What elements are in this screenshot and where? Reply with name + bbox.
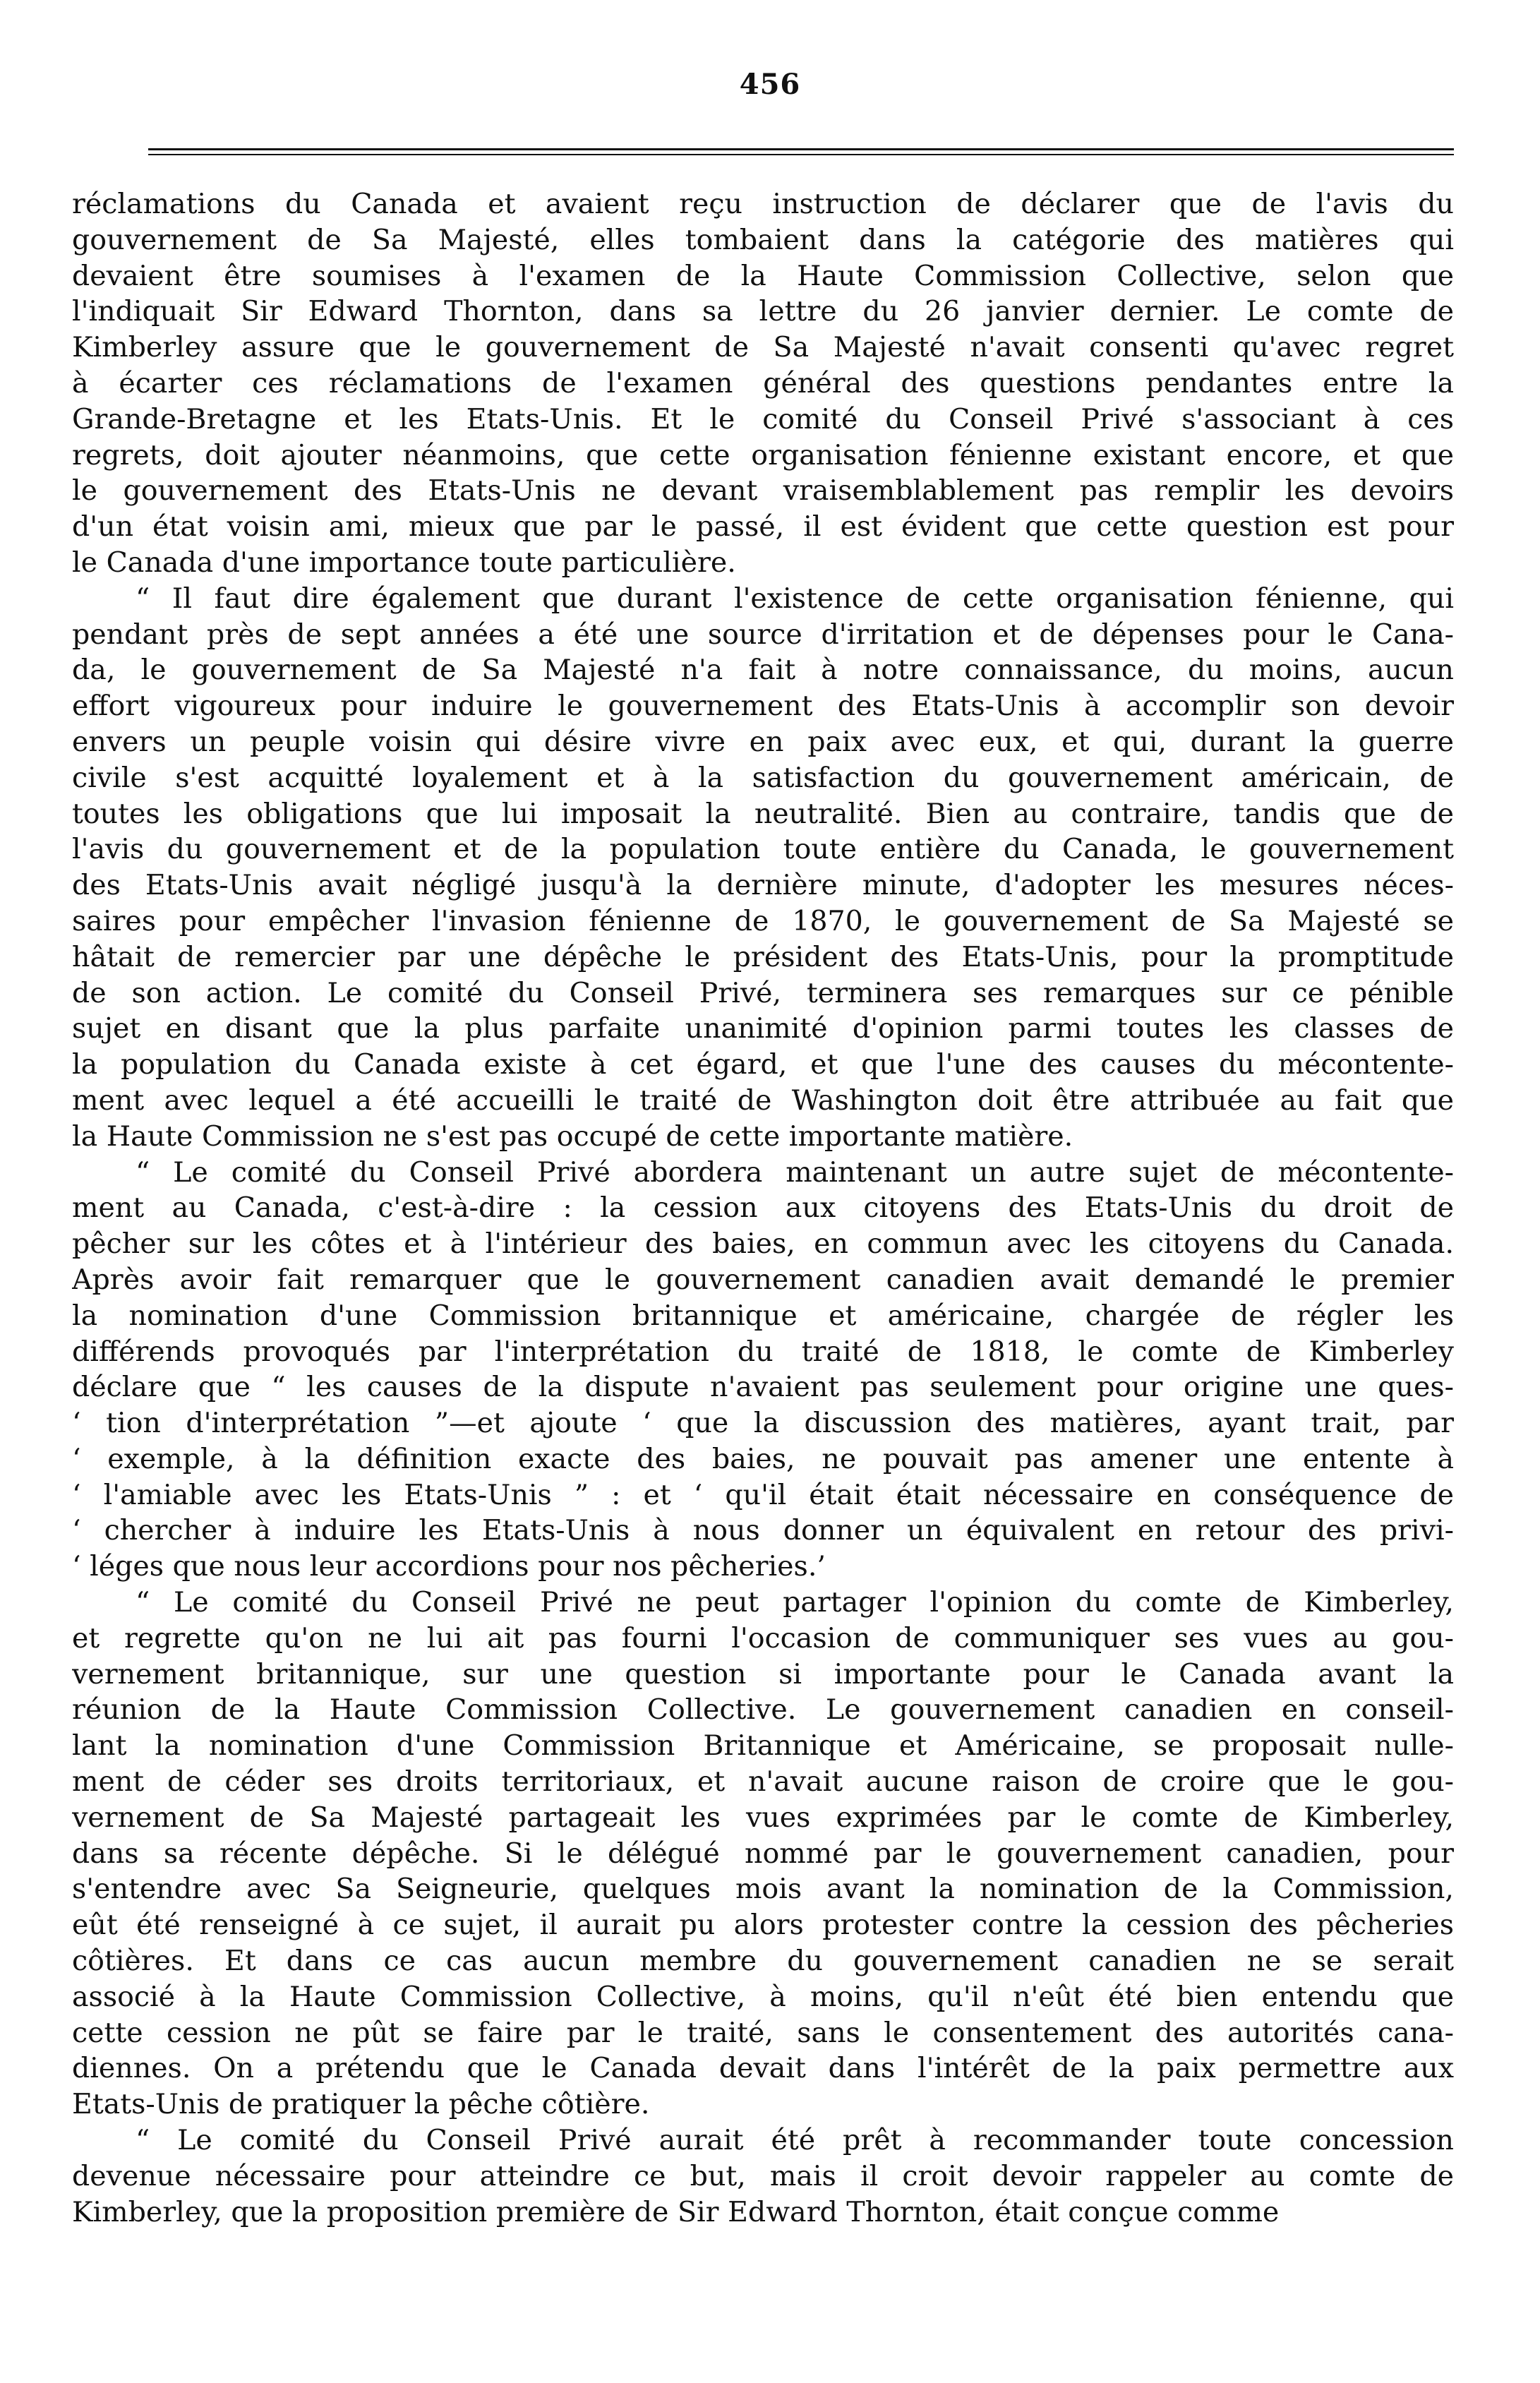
text-line: dans sa récente dépêche. Si le délégué nommé par le gouvernement canadien, pour: [72, 1837, 1454, 1870]
text-line: “ Le comité du Conseil Privé abordera maintenant un autre sujet de mécontente-: [136, 1156, 1454, 1189]
paragraph: [72, 2123, 1454, 2230]
text-line: ‘ léges que nous leur accordions pour nos pêcheries.’: [72, 1550, 826, 1583]
text-line: eût été renseigné à ce sujet, il aurait pu alors protester contre la cession des pêcheries: [72, 1909, 1454, 1942]
text-line: réclamations du Canada et avaient reçu instruction de déclarer que de l'avis du: [72, 188, 1454, 220]
text-line: ‘ exemple, à la définition exacte des baies, ne pouvait pas amener une entente à: [72, 1442, 1454, 1475]
text-line: de son action. Le comité du Conseil Privé, terminera ses remarques sur ce pénible: [72, 976, 1454, 1009]
text-line: ‘ chercher à induire les Etats-Unis à nous donner un équivalent en retour des privi-: [72, 1514, 1454, 1547]
header-rule-thin: [148, 154, 1454, 155]
text-line: à écarter ces réclamations de l'examen général des questions pendantes entre la: [72, 366, 1454, 400]
text-line: ment avec lequel a été accueilli le traité de Washington doit être attribuée au fait que: [72, 1084, 1454, 1117]
paragraph: [72, 186, 1454, 581]
text-line: effort vigoureux pour induire le gouvernement des Etats-Unis à accomplir son devoir: [72, 690, 1454, 723]
text-line: envers un peuple voisin qui désire vivre en paix avec eux, et qui, durant la guerre: [72, 725, 1454, 758]
text-line: l'avis du gouvernement et de la population toute entière du Canada, le gouvernement: [72, 833, 1454, 866]
text-line: regrets, doit ajouter néanmoins, que cette organisation fénienne existant encore, et que: [72, 438, 1454, 472]
text-line: la nomination d'une Commission britannique et américaine, chargée de régler les: [72, 1299, 1454, 1332]
body-text: [72, 186, 1454, 2230]
text-line: sujet en disant que la plus parfaite unanimité d'opinion parmi toutes les classes de: [72, 1012, 1454, 1045]
text-line: associé à la Haute Commission Collective, à moins, qu'il n'eût été bien entendu que: [72, 1980, 1454, 2013]
text-line: lant la nomination d'une Commission Britannique et Américaine, se proposait nulle-: [72, 1729, 1454, 1763]
text-line: “ Le comité du Conseil Privé aurait été prêt à recommander toute concession: [136, 2124, 1454, 2157]
text-line: des Etats-Unis avait négligé jusqu'à la dernière minute, d'adopter les mesures néces-: [72, 869, 1454, 902]
text-line: diennes. On a prétendu que le Canada devait dans l'intérêt de la paix permettre aux: [72, 2052, 1454, 2085]
header-rule: [148, 148, 1454, 150]
text-line: saires pour empêcher l'invasion fénienne de 1870, le gouvernement de Sa Majesté se: [72, 904, 1454, 937]
text-line: côtières. Et dans ce cas aucun membre du gouvernement canadien ne se serait: [72, 1945, 1454, 1978]
text-line: Kimberley, que la proposition première de Sir Edward Thornton, était conçue comme: [72, 2195, 1280, 2228]
text-line: vernement de Sa Majesté partageait les vues exprimées par le comte de Kimberley,: [72, 1801, 1454, 1834]
paragraph: [72, 1155, 1454, 1585]
text-line: ment au Canada, c'est-à-dire : la cession aux citoyens des Etats-Unis du droit de: [72, 1192, 1454, 1225]
text-line: Après avoir fait remarquer que le gouvernement canadien avait demandé le premier: [72, 1263, 1454, 1296]
text-line: hâtait de remercier par une dépêche le président des Etats-Unis, pour la promptitude: [72, 940, 1454, 973]
text-line: pendant près de sept années a été une source d'irritation et de dépenses pour le Cana-: [72, 618, 1454, 651]
text-line: toutes les obligations que lui imposait la neutralité. Bien au contraire, tandis que de: [72, 797, 1454, 830]
text-line: s'entendre avec Sa Seigneurie, quelques mois avant la nomination de la Commission,: [72, 1873, 1454, 1906]
paragraph: [72, 581, 1454, 1155]
text-line: la population du Canada existe à cet égard, et que l'une des causes du mécontente-: [72, 1048, 1454, 1081]
text-line: “ Il faut dire également que durant l'existence de cette organisation fénienne, qui: [136, 582, 1454, 615]
text-line: différends provoqués par l'interprétation du traité de 1818, le comte de Kimberley: [72, 1335, 1454, 1368]
text-line: devenue nécessaire pour atteindre ce but, mais il croit devoir rappeler au comte de: [72, 2159, 1454, 2192]
text-line: la Haute Commission ne s'est pas occupé de cette importante matière.: [72, 1120, 1073, 1153]
text-line: Etats-Unis de pratiquer la pêche côtière.: [72, 2088, 650, 2121]
text-line: vernement britannique, sur une question si importante pour le Canada avant la: [72, 1657, 1454, 1691]
text-line: le gouvernement des Etats-Unis ne devant vraisemblablement pas remplir les devoirs: [72, 474, 1454, 508]
text-line: d'un état voisin ami, mieux que par le passé, il est évident que cette question est pour: [72, 510, 1454, 544]
text-line: l'indiquait Sir Edward Thornton, dans sa lettre du 26 janvier dernier. Le comte de: [72, 295, 1454, 328]
page-number: 456: [739, 68, 801, 101]
text-line: “ Le comité du Conseil Privé ne peut partager l'opinion du comte de Kimberley,: [136, 1586, 1454, 1619]
text-line: ‘ l'amiable avec les Etats-Unis ” : et ‘ qu'il était était nécessaire en conséquence de: [72, 1478, 1454, 1511]
text-line: et regrette qu'on ne lui ait pas fourni l'occasion de communiquer ses vues au gou-: [72, 1621, 1454, 1655]
text-line: le Canada d'une importance toute particulière.: [72, 546, 736, 579]
text-line: ment de céder ses droits territoriaux, et n'avait aucune raison de croire que le gou-: [72, 1765, 1454, 1799]
text-line: déclare que “ les causes de la dispute n'avaient pas seulement pour origine une ques-: [72, 1371, 1454, 1404]
text-line: cette cession ne pût se faire par le traité, sans le consentement des autorités cana-: [72, 2016, 1454, 2049]
text-line: réunion de la Haute Commission Collective. Le gouvernement canadien en conseil-: [72, 1693, 1454, 1727]
text-line: pêcher sur les côtes et à l'intérieur des baies, en commun avec les citoyens du Canada.: [72, 1227, 1454, 1261]
text-line: gouvernement de Sa Majesté, elles tombaient dans la catégorie des matières qui: [72, 223, 1454, 256]
paragraph: [72, 1585, 1454, 2123]
text-line: devaient être soumises à l'examen de la Haute Commission Collective, selon que: [72, 259, 1454, 292]
text-line: Kimberley assure que le gouvernement de Sa Majesté n'avait consenti qu'avec regret: [72, 331, 1454, 364]
text-line: ‘ tion d'interprétation ”—et ajoute ‘ que la discussion des matières, ayant trait, par: [72, 1407, 1454, 1440]
text-line: Grande-Bretagne et les Etats-Unis. Et le comité du Conseil Privé s'associant à ces: [72, 402, 1454, 436]
text-line: civile s'est acquitté loyalement et à la satisfaction du gouvernement américain, de: [72, 761, 1454, 794]
text-line: da, le gouvernement de Sa Majesté n'a fait à notre connaissance, du moins, aucun: [72, 654, 1454, 687]
